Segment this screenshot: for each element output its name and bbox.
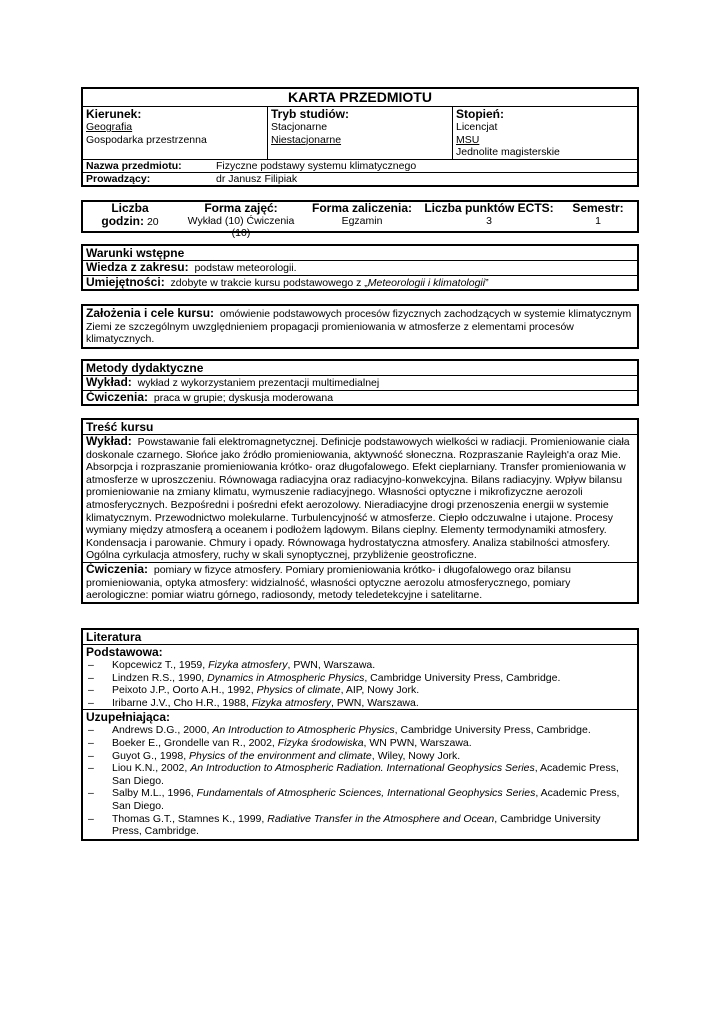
assessment-value: Egzamin <box>341 215 383 227</box>
literature-item: – Guyot G., 1998, Physics of the environment and climate, Wiley, Nowy Jork. <box>83 750 637 763</box>
literature-item: – Liou K.N., 2002, An Introduction to Atmospheric Radiation. International Geophysics Series, Academic Press, San Diego. <box>83 762 637 787</box>
literature-item: – Salby M.L., 1996, Fundamentals of Atmospheric Sciences, International Geophysics Series, Academic Press, San Diego. <box>83 787 637 812</box>
skills-value-post: ” <box>485 276 489 289</box>
kierunek-item: Geografia <box>86 121 133 133</box>
literature-basic-label: Podstawowa: <box>86 645 163 659</box>
goals-text <box>83 306 637 347</box>
content-lecture-text: Powstawanie fali elektromagnetycznej. Definicje podstawowych wielkości w radiacji. Promieniowanie ciała doskonale czarnego. Słońce jako źródło promieniowania, aktywność słoneczna. Rozpraszanie Rayleigh'a oraz Mie. Absorpcja i rozpraszanie promieniowania krótko- oraz długofalowego. Efekt cieplarniany. Transfer promieniowania w atmosferze w uproszczeniu. Równowaga radiacyjna oraz radiacyjno-konwekcyjna. Bilans radiacyjny. Wpływ bilansu promieniowanie na zmiany klimatu, wymuszenie radiacyjnego. Własności optyczne i mikrofizyczne aerozoli atmosferycznych. Bezpośredni i pośredni efekt aerozolowy. Nieradiacyjne drogi przenoszenia energii w systemie klimatycznym. Przewodnictwo molekularne. Turbulencyjność w atmosferze. Ciepło odczuwalne i utajone. Procesy wymiany między atmosferą a oceanem i podłożem lądowym. Bilans cieplny. Elementy termodynamiki atmosfery. Kondensacja i parowanie. Chmury i opady. Równowaga hydrostatyczna atmosfery. Analiza stabilności atmosfery. Ogólna cyrkulacja atmosfery, ruchy w skali synoptycznej, przybliżenie geostroficzne. <box>86 436 630 562</box>
study-info-row <box>83 107 637 160</box>
course-stats-table <box>81 200 639 239</box>
stopien-cell <box>453 107 637 159</box>
methods-lecture-label: Wykład: <box>86 375 132 389</box>
content-exercises <box>83 563 637 602</box>
methods-exercises-row <box>83 391 637 405</box>
literature-extra <box>83 710 637 838</box>
literature-extra-label: Uzupełniająca: <box>86 710 171 725</box>
content-exercises-label: Ćwiczenia: <box>86 561 149 576</box>
knowledge-row <box>83 261 637 276</box>
semester-label: Semestr: <box>572 201 624 215</box>
literature-item: – Peixoto J.P., Oorto A.H., 1992, Physics of climate, AIP, Nowy Jork. <box>83 684 637 697</box>
content-lecture <box>83 435 637 563</box>
skills-value-italic: Meteorologii i klimatologii <box>367 276 486 289</box>
hours-value: 20 <box>146 216 159 228</box>
literature-section <box>81 628 639 841</box>
semester-cell <box>559 202 637 239</box>
methods-exercises-value: praca w grupie; dyskusja moderowana <box>153 391 334 404</box>
course-content-section <box>81 418 639 604</box>
lecturer-row <box>83 173 637 185</box>
skills-row <box>83 276 637 290</box>
page-title: KARTA PRZEDMIOTU <box>83 89 637 107</box>
literature-item: – Lindzen R.S., 1990, Dynamics in Atmospheric Physics, Cambridge University Press, Cambridge. <box>83 672 637 685</box>
ects-value: 3 <box>486 215 492 227</box>
literature-basic-list <box>83 659 637 709</box>
assessment-cell <box>305 202 419 239</box>
methods-lecture-row <box>83 376 637 391</box>
class-form-cell <box>177 202 305 239</box>
literature-title: Literatura <box>83 630 637 645</box>
kierunek-label: Kierunek: <box>86 107 142 121</box>
goals-section <box>81 304 639 349</box>
prerequisites-section <box>81 244 639 291</box>
course-name-row <box>83 160 637 173</box>
content-exercises-text: pomiary w fizyce atmosfery. Pomiary promieniowania krótko- i długofalowego oraz bilansu promieniowania, optyka atmosfery: widzialność, własności optyczne aerozolu atmosferycznego, pomiary aerologiczne: pomiar wiatru górnego, radiosondy, metody teledetekcyjne i satelitarne. <box>86 563 571 602</box>
semester-value: 1 <box>595 215 601 227</box>
literature-item: – Thomas G.T., Stamnes K., 1999, Radiative Transfer in the Atmosphere and Ocean, Cambridge University Press, Cambridge. <box>83 813 637 838</box>
tryb-label: Tryb studiów: <box>271 107 349 121</box>
literature-basic <box>83 645 637 710</box>
methods-lecture-value: wykład z wykorzystaniem prezentacji multimedialnej <box>137 377 380 389</box>
ects-label: Liczba punktów ECTS: <box>424 201 554 215</box>
assessment-label: Forma zaliczenia: <box>311 201 413 215</box>
lecturer-label: Prowadzący: <box>86 172 151 185</box>
tryb-item: Niestacjonarne <box>271 133 342 146</box>
hours-label-2: godzin: <box>101 214 145 228</box>
kierunek-item: Gospodarka przestrzenna <box>86 133 207 146</box>
goals-value: omówienie podstawowych procesów fizycznych zachodzących w systemie klimatycznym Ziemi ze szczególnym uwzględnieniem propagacji promieniowania w atmosferze z elementami procesów klimatycznych. <box>86 308 632 346</box>
course-name-label: Nazwa przedmiotu: <box>86 159 182 172</box>
class-form-label: Forma zajęć: <box>204 201 278 215</box>
tryb-item: Stacjonarne <box>271 121 328 133</box>
course-name-value: Fizyczne podstawy systemu klimatycznego <box>216 159 417 172</box>
class-form-value: Wykład (10) Ćwiczenia (10) <box>187 215 295 239</box>
hours-label: Liczba <box>111 201 149 215</box>
methods-section <box>81 359 639 406</box>
kierunek-cell <box>83 107 268 159</box>
knowledge-label: Wiedza z zakresu: <box>86 260 189 274</box>
hours-cell <box>83 202 177 239</box>
skills-label: Umiejętności: <box>86 274 165 289</box>
methods-exercises-label: Ćwiczenia: <box>86 389 149 404</box>
literature-item: – Iribarne J.V., Cho H.R., 1988, Fizyka atmosfery, PWN, Warszawa. <box>83 697 637 710</box>
stopien-label: Stopień: <box>456 107 504 121</box>
literature-extra-list <box>83 724 637 838</box>
stopien-item: Jednolite magisterskie <box>456 146 560 158</box>
content-lecture-label: Wykład: <box>86 434 132 448</box>
course-header-table <box>81 87 639 187</box>
content-title: Treść kursu <box>83 420 637 435</box>
literature-item: – Kopcewicz T., 1959, Fizyka atmosfery, PWN, Warszawa. <box>83 659 637 672</box>
lecturer-value: dr Janusz Filipiak <box>216 172 298 185</box>
knowledge-value: podstaw meteorologii. <box>194 262 297 274</box>
skills-value-pre: zdobyte w trakcie kursu podstawowego z „ <box>170 276 368 289</box>
tryb-cell <box>268 107 453 159</box>
stopien-item: Licencjat <box>456 121 498 133</box>
prerequisites-title: Warunki wstępne <box>83 246 637 261</box>
literature-item: – Boeker E., Grondelle van R., 2002, Fizyka środowiska, WN PWN, Warszawa. <box>83 737 637 750</box>
methods-title: Metody dydaktyczne <box>83 361 637 376</box>
stopien-item: MSU <box>456 133 480 146</box>
literature-item: – Andrews D.G., 2000, An Introduction to Atmospheric Physics, Cambridge University Press, Cambridge. <box>83 724 637 737</box>
ects-cell <box>419 202 559 239</box>
goals-label: Założenia i cele kursu: <box>86 306 215 320</box>
